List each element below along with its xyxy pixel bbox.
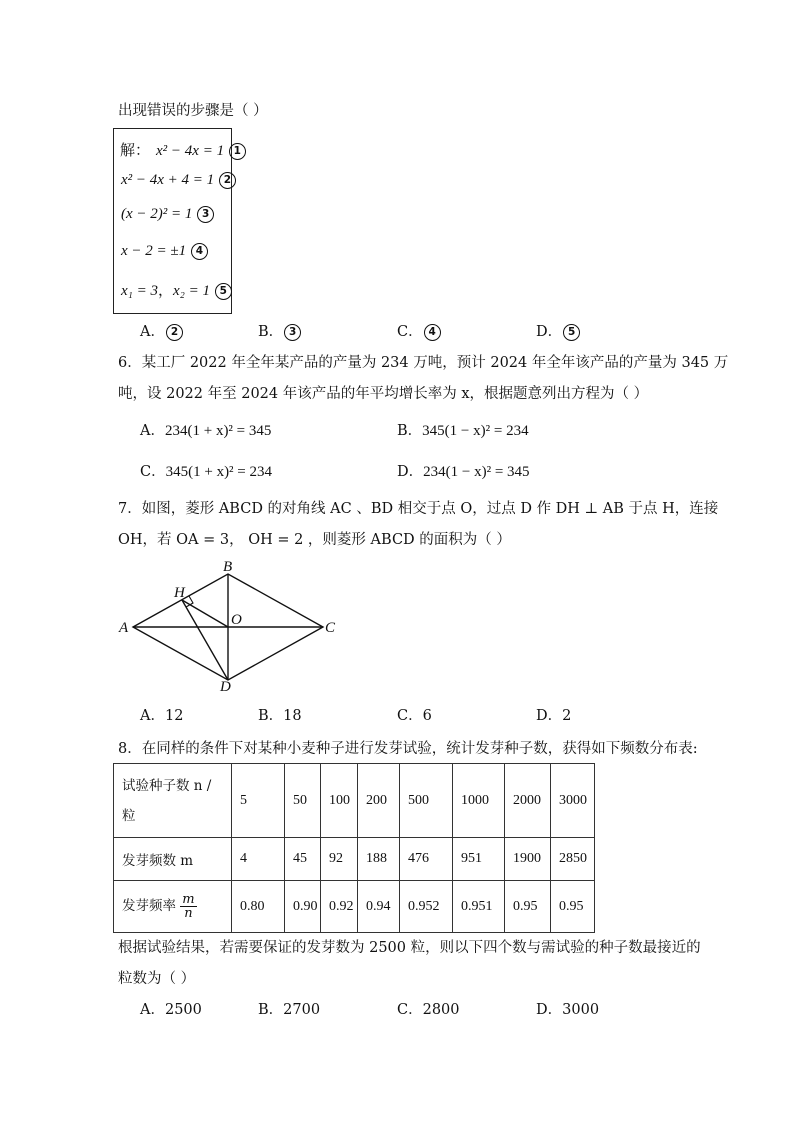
q6-option-c[interactable]: C．345(1 + x)² = 234 xyxy=(140,464,273,480)
table-cell: 0.90 xyxy=(285,881,321,933)
label-a: A xyxy=(119,620,129,636)
table-cell: 0.951 xyxy=(453,881,505,933)
q7-stem-line-2: OH，若 OA = 3， OH = 2 ，则菱形 ABCD 的面积为（ ） xyxy=(118,532,511,548)
label-c: C xyxy=(325,620,336,636)
table-row-count xyxy=(114,838,595,881)
table-cell: 2850 xyxy=(551,838,595,881)
q5-option-c[interactable]: C． 4 xyxy=(397,322,441,342)
table-cell: 0.95 xyxy=(551,881,595,933)
table-cell: 0.94 xyxy=(358,881,400,933)
q5-stem: 出现错误的步骤是（ ） xyxy=(118,103,268,119)
label-b: B xyxy=(223,559,233,575)
step-number-1: 1 xyxy=(229,143,246,160)
solution-step-4: x − 2 = ±1 4 xyxy=(121,243,208,260)
q5-option-d[interactable]: D． 5 xyxy=(536,322,580,342)
segment-oh xyxy=(182,600,228,627)
table-cell: 500 xyxy=(400,764,453,838)
table-cell: 50 xyxy=(285,764,321,838)
q6-option-b[interactable]: B．345(1 − x)² = 234 xyxy=(397,423,529,439)
table-cell: 1000 xyxy=(453,764,505,838)
fraction-m-over-n: $\frac{m}{n}$ xyxy=(182,892,195,921)
label-h: H xyxy=(174,585,185,601)
label-o: O xyxy=(231,612,242,628)
q8-option-a[interactable]: A．2500 xyxy=(140,1002,202,1018)
rhombus-figure xyxy=(110,558,350,698)
q8-followup-line-1: 根据试验结果，若需要保证的发芽数为 2500 粒，则以下四个数与需试验的种子数最接近的 xyxy=(118,940,701,956)
frequency-table xyxy=(113,763,595,933)
q7-stem-line-1: 7．如图，菱形 ABCD 的对角线 AC 、BD 相交于点 O，过点 D 作 DH ⊥ AB 于点 H，连接 xyxy=(118,501,719,517)
header-rate: 发芽频率 $\frac{m}{n}$ xyxy=(114,881,232,933)
q8-stem: 8．在同样的条件下对某种小麦种子进行发芽试验，统计发芽种子数，获得如下频数分布表: xyxy=(118,741,698,757)
step-number-4: 4 xyxy=(191,243,208,260)
table-cell: 4 xyxy=(232,838,285,881)
step-number-3: 3 xyxy=(197,206,214,223)
q8-option-d[interactable]: D．3000 xyxy=(536,1002,600,1018)
table-cell: 188 xyxy=(358,838,400,881)
table-cell: 45 xyxy=(285,838,321,881)
table-cell: 3000 xyxy=(551,764,595,838)
label-d: D xyxy=(220,679,231,695)
q7-option-a[interactable]: A．12 xyxy=(140,708,184,724)
q6-option-a[interactable]: A．234(1 + x)² = 345 xyxy=(140,423,272,439)
table-cell: 200 xyxy=(358,764,400,838)
q8-option-c[interactable]: C．2800 xyxy=(397,1002,460,1018)
solution-step-2: x² − 4x + 4 = 1 2 xyxy=(121,172,236,189)
q7-option-b[interactable]: B．18 xyxy=(258,708,302,724)
q7-option-d[interactable]: D．2 xyxy=(536,708,572,724)
step-number-5: 5 xyxy=(215,283,232,300)
step-number-2: 2 xyxy=(219,172,236,189)
table-cell: 92 xyxy=(321,838,358,881)
solution-step-5: x₁ = 3，x₂ = 1 5 xyxy=(121,279,232,300)
table-cell: 0.952 xyxy=(400,881,453,933)
q8-followup-line-2: 粒数为（ ） xyxy=(118,971,196,987)
table-cell: 100 xyxy=(321,764,358,838)
q5-option-b[interactable]: B． 3 xyxy=(258,322,301,342)
q7-option-c[interactable]: C．6 xyxy=(397,708,432,724)
table-cell: 0.95 xyxy=(505,881,551,933)
segment-dh xyxy=(182,600,228,680)
table-cell: 951 xyxy=(453,838,505,881)
solution-step-1: 解： x² − 4x = 1 1 xyxy=(120,139,246,160)
q5-option-a[interactable]: A． 2 xyxy=(140,322,183,342)
q6-option-d[interactable]: D．234(1 − x)² = 345 xyxy=(397,464,530,480)
table-cell: 2000 xyxy=(505,764,551,838)
header-seeds: 试验种子数 n / 粒 xyxy=(114,764,232,838)
solution-prefix: 解： xyxy=(120,143,151,159)
table-cell: 1900 xyxy=(505,838,551,881)
q6-stem-line-2: 吨，设 2022 年至 2024 年该产品的年平均增长率为 x，根据题意列出方程为（ ） xyxy=(118,386,649,402)
table-cell: 476 xyxy=(400,838,453,881)
q6-stem-line-1: 6．某工厂 2022 年全年某产品的产量为 234 万吨，预计 2024 年全年该产品的产量为 345 万 xyxy=(118,355,729,371)
q8-option-b[interactable]: B．2700 xyxy=(258,1002,321,1018)
table-cell: 0.80 xyxy=(232,881,285,933)
header-count: 发芽频数 m xyxy=(114,838,232,881)
table-cell: 5 xyxy=(232,764,285,838)
solution-step-3: (x − 2)² = 1 3 xyxy=(121,206,214,223)
table-cell: 0.92 xyxy=(321,881,358,933)
table-row-seeds xyxy=(114,764,595,838)
table-row-rate xyxy=(114,881,595,933)
